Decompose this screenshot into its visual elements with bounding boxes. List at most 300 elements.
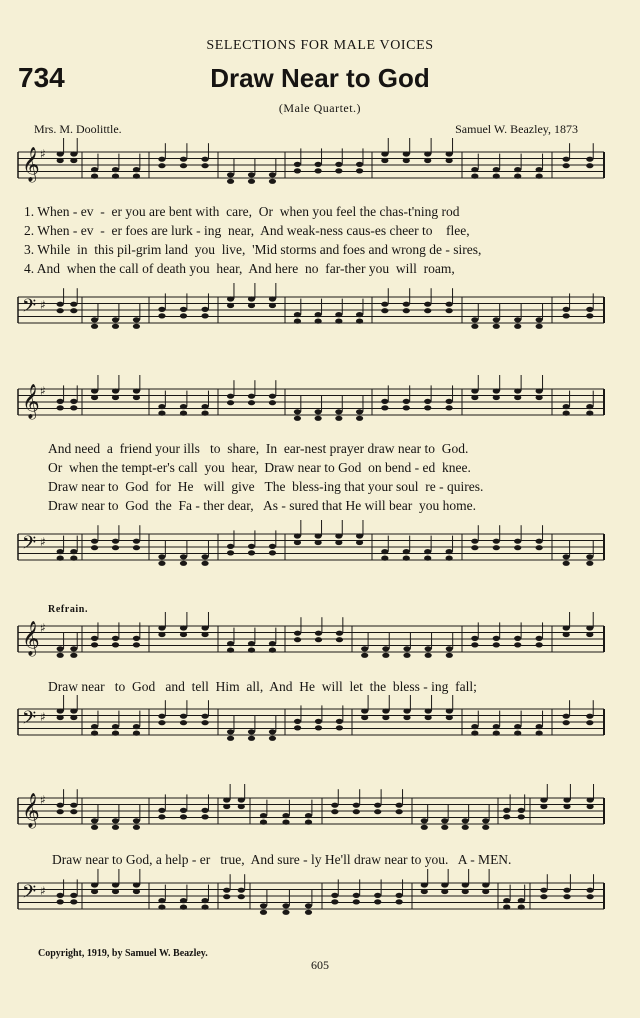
note-head [201,814,208,819]
note-head [335,319,342,324]
note-head [112,324,119,329]
note-head [305,813,312,818]
note-head [201,411,208,416]
note-head [180,632,187,637]
note-head [336,725,343,730]
voicing-note: (Male Quartet.) [278,101,362,115]
note-head [482,882,489,887]
note-head [248,394,255,399]
note-head [563,411,570,416]
note-head [514,174,521,179]
note-head [586,157,593,162]
note-head [514,317,521,322]
note-head [91,539,98,544]
note-head [536,317,543,322]
note-head [158,411,165,416]
verse-line-2b: Or when the tempt-er's call you hear, Draw near to God on bend - ed knee. [48,460,471,475]
note-head [227,172,234,177]
note-head [335,416,342,421]
note-head [282,910,289,915]
note-head [70,708,77,713]
note-head [421,818,428,823]
note-head [563,404,570,409]
note-head [335,168,342,173]
note-head [471,545,478,550]
note-head [269,296,276,301]
note-head [315,162,322,167]
note-head [133,324,140,329]
note-head [260,903,267,908]
note-head [563,554,570,559]
note-head [158,307,165,312]
note-head [536,395,543,400]
note-head [446,715,453,720]
note-head [421,825,428,830]
note-head [133,724,140,729]
note-head [462,889,469,894]
note-head [70,653,77,658]
note-head [238,797,245,802]
note-head [403,405,410,410]
note-head [248,729,255,734]
note-head [269,400,276,405]
note-head [91,174,98,179]
note-head [112,167,119,172]
note-head [180,720,187,725]
note-head [91,636,98,641]
note-head [70,308,77,313]
note-head [587,804,594,809]
note-head [133,818,140,823]
note-head [133,825,140,830]
note-head [112,317,119,322]
note-head [57,302,64,307]
note-head [70,899,77,904]
note-head [133,636,140,641]
note-head [403,653,410,658]
note-head [315,540,322,545]
note-head [536,724,543,729]
note-head [248,179,255,184]
note-head [227,550,234,555]
note-head [70,399,77,404]
note-head [91,889,98,894]
note-head [248,550,255,555]
note-head [356,162,363,167]
note-head [424,405,431,410]
note-head [133,539,140,544]
note-head [269,179,276,184]
note-head [158,163,165,168]
note-head [563,797,570,802]
note-head [403,556,410,561]
note-head [462,818,469,823]
note-head [536,636,543,641]
note-head [282,813,289,818]
note-head [133,395,140,400]
note-head [248,296,255,301]
note-head [315,416,322,421]
note-head [587,888,594,893]
verse-line-2a: And need a friend your ills to share, In ear-nest prayer draw near to God. [48,441,469,456]
note-head [227,641,234,646]
note-head [294,631,301,636]
note-head [133,642,140,647]
note-head [471,388,478,393]
note-head [315,312,322,317]
note-head [180,714,187,719]
note-head [586,404,593,409]
note-head [361,708,368,713]
note-head [294,162,301,167]
note-head [353,899,360,904]
note-head [335,540,342,545]
treble-clef: 𝄞 [22,384,40,419]
note-head [503,905,510,910]
note-head [238,888,245,893]
note-head [514,731,521,736]
note-head [446,158,453,163]
note-head [471,731,478,736]
note-head [180,157,187,162]
note-head [57,308,64,313]
note-head [294,540,301,545]
note-head [158,561,165,566]
note-head [260,910,267,915]
note-head [57,549,64,554]
note-head [403,399,410,404]
note-head [493,724,500,729]
note-head [493,395,500,400]
note-head [446,708,453,713]
note-head [563,625,570,630]
note-head [382,646,389,651]
note-head [158,720,165,725]
note-head [482,889,489,894]
note-head [57,399,64,404]
note-head [536,324,543,329]
note-head [294,725,301,730]
note-head [70,158,77,163]
note-head [269,736,276,741]
verse-line-1c: 3. While in this pil-grim land you live, 'Mid storms and foes and wrong de - sires, [24,242,482,257]
note-head [133,174,140,179]
note-head [424,399,431,404]
note-head [112,642,119,647]
note-head [227,296,234,301]
note-head [424,549,431,554]
note-head [227,179,234,184]
note-head [335,162,342,167]
note-head [540,797,547,802]
note-head [424,151,431,156]
note-head [57,715,64,720]
note-head [563,720,570,725]
note-head [381,158,388,163]
note-head [403,158,410,163]
note-head [424,308,431,313]
note-head [563,888,570,893]
note-head [471,174,478,179]
copyright-note: Copyright, 1919, by Samuel W. Beazley. [38,948,208,959]
section-heading: SELECTIONS FOR MALE VOICES [206,38,434,53]
note-head [158,905,165,910]
note-head [381,151,388,156]
note-head [471,317,478,322]
note-head [70,809,77,814]
sharp-key-signature: ♯ [40,298,46,312]
note-head [536,167,543,172]
note-head [133,882,140,887]
note-head [269,641,276,646]
note-head [315,168,322,173]
hymn-number: 734 [18,62,65,93]
note-head [248,736,255,741]
note-head [482,818,489,823]
note-head [446,405,453,410]
note-head [403,302,410,307]
note-head [563,307,570,312]
note-head [396,899,403,904]
refrain-line-2: Draw near to God, a help - er true, And sure - ly He'll draw near to you. A - MEN. [52,852,512,867]
note-head [248,648,255,653]
note-head [269,394,276,399]
note-head [315,319,322,324]
note-head [361,715,368,720]
note-head [112,882,119,887]
note-head [201,157,208,162]
note-head [248,172,255,177]
note-head [586,307,593,312]
note-head [227,394,234,399]
note-head [586,313,593,318]
note-head [91,724,98,729]
note-head [180,313,187,318]
note-head [248,544,255,549]
note-head [201,404,208,409]
note-head [493,636,500,641]
note-head [158,554,165,559]
note-head [158,632,165,637]
treble-clef: 𝄞 [22,793,40,828]
note-head [57,405,64,410]
note-head [514,636,521,641]
note-head [158,625,165,630]
note-head [305,910,312,915]
note-head [91,825,98,830]
note-head [441,818,448,823]
note-head [540,894,547,899]
note-head [269,648,276,653]
note-head [133,388,140,393]
verse-line-2c: Draw near to God for He will give The bless-ing that your soul re - quires. [48,479,484,494]
note-head [223,894,230,899]
note-head [91,545,98,550]
sharp-key-signature: ♯ [40,384,46,398]
note-head [180,307,187,312]
page-number: 605 [311,958,329,972]
note-head [57,809,64,814]
verse-line-1a: 1. When - ev - er you are bent with care, Or when you feel the chas-t'ning rod [24,204,460,219]
note-head [112,388,119,393]
verse-line-1d: 4. And when the call of death you hear, And here no far-ther you will roam, [24,261,455,276]
note-head [248,303,255,308]
note-head [133,731,140,736]
note-head [361,653,368,658]
refrain-label: Refrain. [48,604,89,615]
note-head [57,556,64,561]
note-head [201,554,208,559]
note-head [269,729,276,734]
note-head [269,544,276,549]
note-head [57,646,64,651]
note-head [238,804,245,809]
note-head [518,814,525,819]
note-head [201,632,208,637]
note-head [356,409,363,414]
note-head [446,308,453,313]
note-head [294,168,301,173]
note-head [335,312,342,317]
composer-credit: Samuel W. Beazley, 1873 [455,122,578,136]
note-head [57,708,64,713]
note-head [563,313,570,318]
note-head [112,818,119,823]
note-head [518,808,525,813]
note-head [180,625,187,630]
note-head [587,797,594,802]
note-head [563,804,570,809]
note-head [356,533,363,538]
note-head [180,411,187,416]
note-head [201,720,208,725]
note-head [336,719,343,724]
note-head [396,803,403,808]
note-head [260,813,267,818]
note-head [403,646,410,651]
note-head [112,636,119,641]
note-head [471,539,478,544]
note-head [381,302,388,307]
note-head [91,388,98,393]
note-head [540,888,547,893]
note-head [294,719,301,724]
note-head [536,731,543,736]
note-head [381,399,388,404]
note-head [441,889,448,894]
note-head [248,641,255,646]
note-head [424,302,431,307]
note-head [446,556,453,561]
note-head [112,724,119,729]
note-head [514,388,521,393]
note-head [70,549,77,554]
note-head [133,167,140,172]
note-head [403,308,410,313]
note-head [201,307,208,312]
note-head [503,808,510,813]
note-head [471,724,478,729]
note-head [353,803,360,808]
treble-clef: 𝄞 [22,621,40,656]
note-head [403,549,410,554]
note-head [353,893,360,898]
note-head [361,646,368,651]
note-head [112,539,119,544]
note-head [462,882,469,887]
note-head [586,411,593,416]
note-head [424,158,431,163]
note-head [201,163,208,168]
note-head [294,319,301,324]
note-head [269,550,276,555]
note-head [446,653,453,658]
note-head [112,731,119,736]
note-head [294,312,301,317]
note-head [112,889,119,894]
sharp-key-signature: ♯ [40,793,46,807]
note-head [315,725,322,730]
note-head [381,405,388,410]
note-head [227,400,234,405]
note-head [133,545,140,550]
note-head [315,719,322,724]
note-head [425,708,432,713]
note-head [180,814,187,819]
note-head [180,905,187,910]
note-head [70,151,77,156]
note-head [227,303,234,308]
note-head [441,825,448,830]
note-head [294,416,301,421]
note-head [356,540,363,545]
note-head [586,632,593,637]
note-head [536,539,543,544]
note-head [493,545,500,550]
note-head [57,151,64,156]
sharp-key-signature: ♯ [40,621,46,635]
note-head [282,820,289,825]
note-head [158,313,165,318]
hymn-title: Draw Near to God [210,63,430,93]
note-head [536,174,543,179]
note-head [471,636,478,641]
sharp-key-signature: ♯ [40,710,46,724]
note-head [269,303,276,308]
note-head [158,808,165,813]
note-head [331,893,338,898]
note-head [91,642,98,647]
note-head [493,317,500,322]
note-head [91,395,98,400]
note-head [70,556,77,561]
note-head [356,168,363,173]
treble-clef: 𝄞 [22,147,40,182]
note-head [493,642,500,647]
note-head [563,714,570,719]
note-head [336,637,343,642]
note-head [91,731,98,736]
note-head [315,533,322,538]
note-head [536,545,543,550]
note-head [374,899,381,904]
note-head [396,893,403,898]
note-head [294,637,301,642]
note-head [514,724,521,729]
note-head [91,882,98,887]
note-head [133,317,140,322]
note-head [563,894,570,899]
